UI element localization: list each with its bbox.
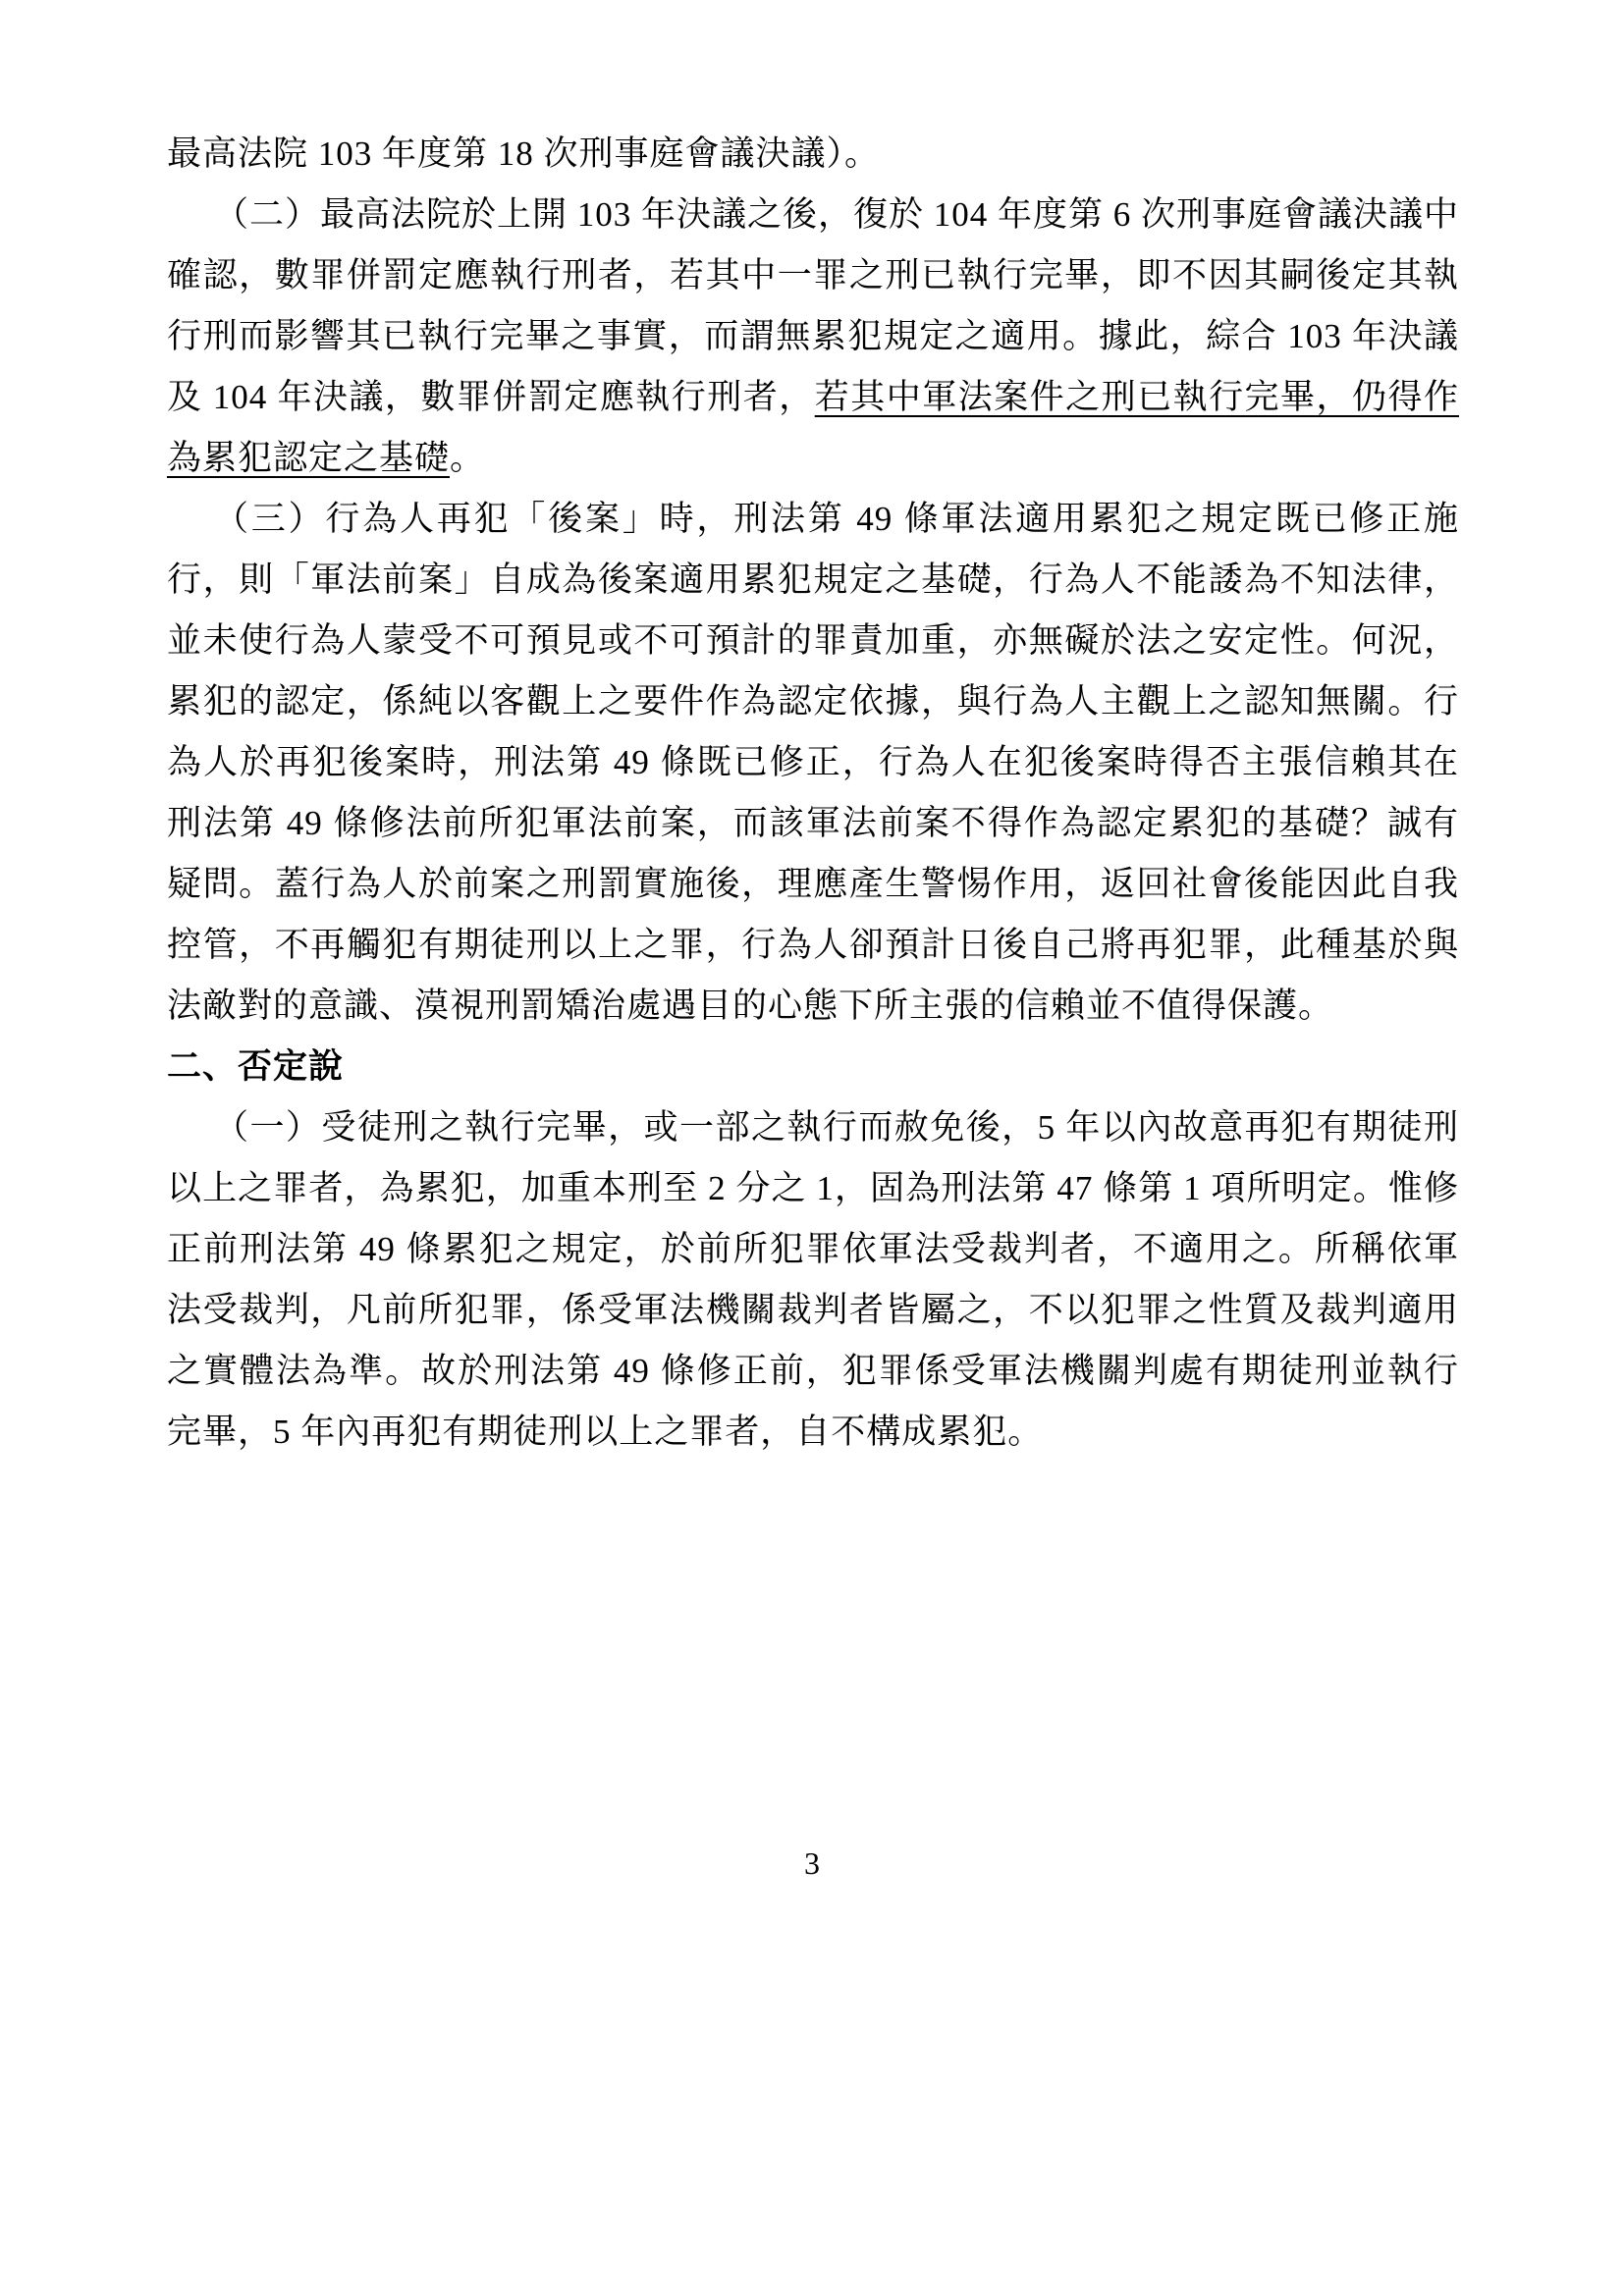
paragraph-text: （二）最高法院於上開 103 年決議之後，復於 104 年度第 6 次刑事庭會議決議中確認，數罪併罰定應執行刑者，若其中一罪之刑已執行完畢，即不因其嗣後定其執行刑而影響其已執行完畢之事實，而謂無累犯規定之適用。據此，綜合 103 年決議及 104 年決議，數罪併罰定應執行刑者， [167, 195, 1460, 416]
document-body [167, 124, 1459, 1463]
paragraph-2 [167, 185, 1459, 489]
paragraph-text: （三）行為人再犯「後案」時，刑法第 49 條軍法適用累犯之規定既已修正施行，則「軍法前案」自成為後案適用累犯規定之基礎，行為人不能諉為不知法律，並未使行為人蒙受不可預見或不可預計的罪責加重，亦無礙於法之安定性。何況，累犯的認定，係純以客觀上之要件作為認定依據，與行為人主觀上之認知無關。行為人於再犯後案時，刑法第 49 條既已修正，行為人在犯後案時得否主張信賴其在刑法第 49 條修法前所犯軍法前案，而該軍法前案不得作為認定累犯的基礎？誠有疑問。蓋行為人於前案之刑罰實施後，理應產生警惕作用，返回社會後能因此自我控管，不再觸犯有期徒刑以上之罪，行為人卻預計日後自己將再犯罪，此種基於與法敵對的意識、漠視刑罰矯治處遇目的心態下所主張的信賴並不值得保護。 [167, 500, 1459, 1025]
paragraph-text: 。 [450, 439, 486, 477]
page-number: 3 [804, 1845, 820, 1881]
paragraph-text: （一）受徒刑之執行完畢，或一部之執行而赦免後，5 年以內故意再犯有期徒刑以上之罪者，為累犯，加重本刑至 2 分之 1，固為刑法第 47 條第 1 項所明定。惟修正前刑法第 49 條累犯之規定，於前所犯罪依軍法受裁判者，不適用之。所稱依軍法受裁判，凡前所犯罪，係受軍法機關裁判者皆屬之，不以犯罪之性質及裁判適用之實體法為準。故於刑法第 49 條修正前，犯罪係受軍法機關判處有期徒刑並執行完畢，5 年內再犯有期徒刑以上之罪者，自不構成累犯。 [167, 1108, 1459, 1451]
paragraph-continuation [167, 124, 1459, 185]
underlined-text: 若其中軍法案件之刑已執行完畢，仍得作為累犯認定之基礎 [167, 378, 1459, 477]
paragraph-3 [167, 489, 1459, 1037]
section-heading: 二、否定說 [167, 1047, 345, 1086]
paragraph-text: 最高法院 103 年度第 18 次刑事庭會議決議）。 [167, 134, 881, 173]
paragraph-4 [167, 1097, 1459, 1463]
